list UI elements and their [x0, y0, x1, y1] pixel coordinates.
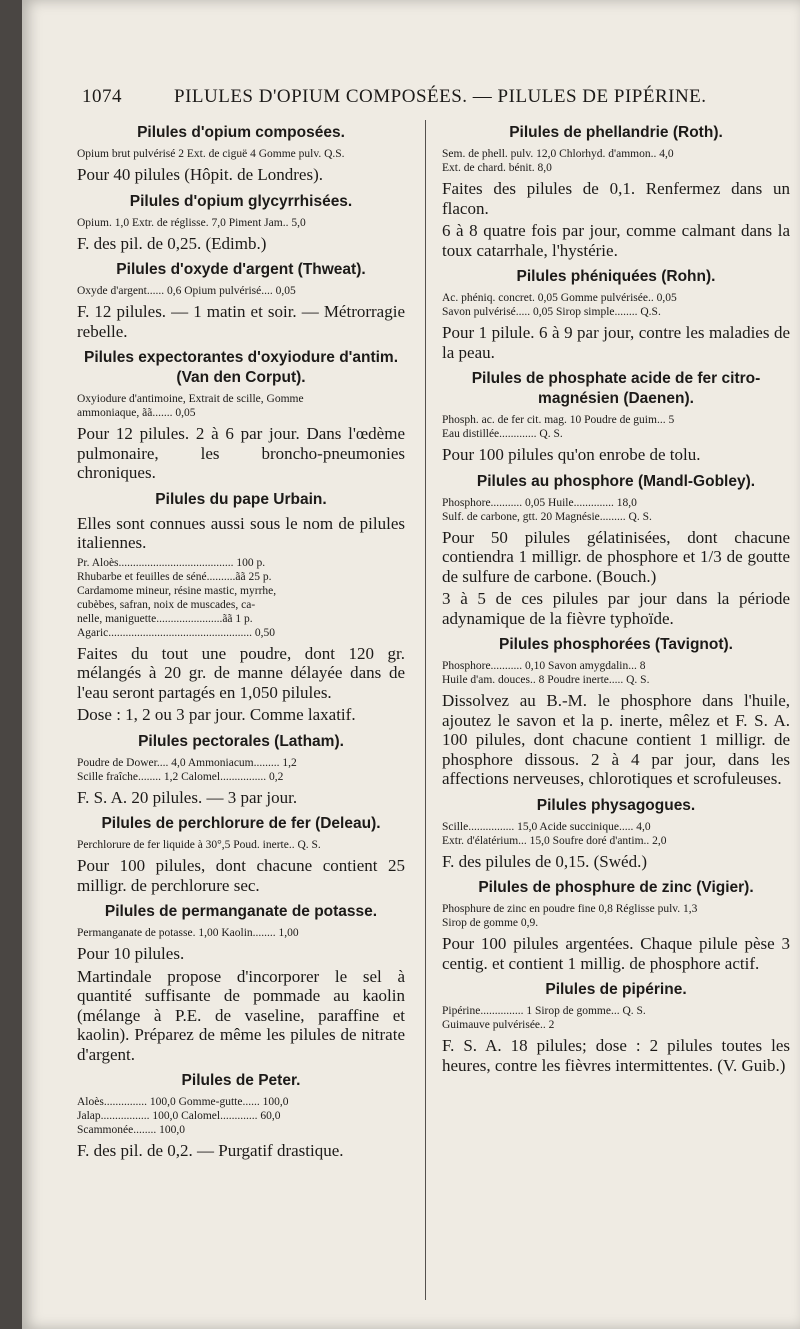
running-title: PILULES D'OPIUM COMPOSÉES. — PILULES DE PIPÉRINE.	[174, 86, 707, 107]
column-divider	[425, 120, 426, 1300]
formula-line: nelle, maniguette.......................ãã 1 p.	[77, 612, 253, 625]
formula-block	[442, 820, 790, 848]
recipe-title: Pilules de phosphate acide de fer citro-	[471, 370, 761, 387]
formula-line: Ext. de chard. bénit. 8,0	[442, 162, 552, 174]
recipe-title: Pilules phosphorées (Tavignot).	[499, 636, 733, 653]
recipe-entry	[442, 797, 790, 872]
formula-line: ammoniaque, ãã....... 0,05	[77, 407, 196, 419]
right-column	[442, 118, 790, 1083]
recipe-entry	[77, 491, 405, 725]
recipe-text: 3 à 5 de ces pilules par jour dans la période adynamique de la fièvre typhoïde.	[442, 589, 790, 628]
recipe-text: F. des pil. de 0,2. — Purgatif drastique.	[77, 1141, 344, 1160]
recipe-entry	[77, 124, 405, 185]
recipe-text: F. des pilules de 0,15. (Swéd.)	[442, 851, 647, 871]
recipe-title: Pilules d'opium glycyrrhisées.	[129, 192, 353, 210]
formula-line: Poudre de Dower.... 4,0 Ammoniacum......... 1,2	[77, 756, 297, 769]
formula-line: Sulf. de carbone, gtt. 20 Magnésie......... Q. S.	[442, 510, 652, 523]
recipe-entry	[77, 261, 405, 341]
formula-line: Opium brut pulvérisé 2 Ext. de ciguë 4 Gomme pulv. Q.S.	[77, 148, 345, 160]
formula-block	[77, 1095, 405, 1137]
formula-line: Oxyde d'argent...... 0,6 Opium pulvérisé.... 0,05	[77, 285, 296, 297]
formula-block	[77, 556, 405, 640]
formula-block	[442, 496, 790, 524]
recipe-text: Martindale propose d'incorporer le sel à quantité suffisante de pommade au kaolin (mélange à P.E. de vaseline, paraffine et kaolin). Préparez de même les pilules de nitrate d'argent.	[77, 966, 405, 1064]
formula-block	[442, 1004, 790, 1032]
recipe-title: Pilules expectorantes d'oxyiodure d'antim.	[83, 349, 398, 366]
recipe-text: 6 à 8 quatre fois par jour, comme calmant dans la toux catarrhale, l'hystérie.	[442, 221, 790, 260]
recipe-text: Pour 100 pilules qu'on enrobe de tolu.	[442, 445, 701, 464]
formula-line: Pr. Aloès........................................ 100 p.	[77, 556, 266, 569]
recipe-entry	[442, 981, 790, 1075]
formula-line: Eau distillée............. Q. S.	[442, 428, 563, 440]
book-page	[22, 0, 800, 1329]
recipe-title: Pilules de Peter.	[181, 1072, 301, 1089]
formula-line: Scille fraîche........ 1,2 Calomel................ 0,2	[77, 770, 284, 783]
recipe-entry	[77, 733, 405, 808]
recipe-entry	[77, 815, 405, 895]
recipe-entry	[442, 370, 790, 465]
formula-line: Aloès............... 100,0 Gomme-gutte...... 100,0	[77, 1096, 289, 1108]
recipe-title: Pilules phéniquées (Rohn).	[516, 268, 716, 285]
recipe-entry	[77, 1072, 405, 1161]
formula-line: Sem. de phell. pulv. 12,0 Chlorhyd. d'ammon.. 4,0	[442, 148, 674, 160]
recipe-subtitle: (Van den Corput).	[176, 369, 306, 386]
recipe-text: Pour 100 pilules argentées. Chaque pilule pèse 3 centig. et contient 1 millig. de phosphore actif.	[442, 934, 790, 973]
recipe-text: F. S. A. 20 pilules. — 3 par jour.	[77, 787, 298, 807]
formula-line: Agaric.................................................. 0,50	[77, 626, 276, 639]
recipe-text: Faites du tout une poudre, dont 120 gr. mélangés à 20 gr. de manne délayée dans de l'eau seront partagés en 1,050 pilules.	[77, 643, 405, 702]
recipe-subtitle: magnésien (Daenen).	[538, 390, 694, 407]
recipe-text: F. des pil. de 0,25. (Edimb.)	[77, 233, 267, 253]
recipe-entry	[442, 473, 790, 629]
recipe-text: Pour 10 pilules.	[77, 944, 185, 963]
formula-block	[77, 216, 405, 230]
recipe-title: Pilules de perchlorure de fer (Deleau).	[101, 815, 381, 832]
formula-line: Phosph. ac. de fer cit. mag. 10 Poudre de guim... 5	[442, 414, 675, 426]
formula-line: Savon pulvérisé..... 0,05 Sirop simple........ Q.S.	[442, 306, 661, 318]
formula-block	[442, 147, 790, 175]
formula-block	[77, 756, 405, 784]
formula-line: Sirop de gomme 0,9.	[442, 917, 539, 929]
formula-line: Phosphore........... 0,10 Savon amygdalin... 8	[442, 660, 646, 672]
recipe-text: Faites des pilules de 0,1. Renfermez dans un flacon.	[442, 179, 790, 218]
recipe-entry	[77, 349, 405, 483]
recipe-text: Pour 50 pilules gélatinisées, dont chacune contiendra 1 milligr. de phosphore et 1/3 de goutte de sulfure de carbone. (Bouch.)	[442, 527, 790, 586]
recipe-title: Pilules au phosphore (Mandl-Gobley).	[476, 472, 756, 490]
formula-block	[77, 926, 405, 940]
formula-block	[442, 413, 790, 441]
formula-line: Phosphore........... 0,05 Huile.............. 18,0	[442, 496, 637, 509]
formula-line: Jalap................. 100,0 Calomel............. 60,0	[77, 1110, 281, 1122]
recipe-entry	[442, 636, 790, 789]
formula-line: Rhubarbe et feuilles de séné..........ãã 25 p.	[77, 570, 272, 583]
recipe-entry	[77, 193, 405, 254]
running-header	[82, 86, 782, 114]
recipe-entry	[442, 268, 790, 362]
formula-line: Scammonée........ 100,0	[77, 1124, 185, 1136]
recipe-title: Pilules de phellandrie (Roth).	[509, 124, 723, 141]
formula-line: cubèbes, safran, noix de muscades, ca-	[77, 598, 256, 611]
formula-block	[442, 659, 790, 687]
formula-block	[442, 902, 790, 930]
formula-line: Scille................ 15,0 Acide succinique..... 4,0	[442, 820, 651, 833]
recipe-title: Pilules d'oxyde d'argent (Thweat).	[116, 261, 366, 278]
recipe-title: Pilules de phosphure de zinc (Vigier).	[478, 879, 754, 896]
recipe-text: Dose : 1, 2 ou 3 par jour. Comme laxatif.	[77, 705, 356, 724]
recipe-text: Elles sont connues aussi sous le nom de pilules italiennes.	[77, 513, 405, 552]
page-number: 1074	[82, 86, 122, 107]
recipe-entry	[442, 879, 790, 973]
formula-block	[77, 392, 405, 420]
formula-block	[442, 291, 790, 319]
formula-line: Oxyiodure d'antimoine, Extrait de scille, Gomme	[77, 393, 304, 405]
recipe-text: Pour 40 pilules (Hôpit. de Londres).	[77, 165, 323, 184]
formula-line: Ac. phéniq. concret. 0,05 Gomme pulvérisée.. 0,05	[442, 292, 677, 304]
recipe-text: Pour 1 pilule. 6 à 9 par jour, contre les maladies de la peau.	[442, 323, 790, 362]
recipe-text: Pour 100 pilules, dont chacune contient 25 milligr. de perchlorure sec.	[77, 856, 405, 895]
recipe-title: Pilules de pipérine.	[545, 981, 687, 998]
recipe-text: F. 12 pilules. — 1 matin et soir. — Métrorragie rebelle.	[77, 302, 405, 341]
formula-line: Guimauve pulvérisée.. 2	[442, 1019, 555, 1031]
formula-line: Perchlorure de fer liquide à 30°,5 Poud. inerte.. Q. S.	[77, 839, 321, 851]
recipe-entry	[442, 124, 790, 260]
recipe-title: Pilules physagogues.	[536, 796, 696, 814]
recipe-entry	[77, 903, 405, 1064]
recipe-title: Pilules pectorales (Latham).	[138, 732, 344, 750]
recipe-title: Pilules du pape Urbain.	[155, 490, 327, 508]
formula-line: Phosphure de zinc en poudre fine 0,8 Réglisse pulv. 1,3	[442, 903, 698, 915]
formula-block	[77, 147, 405, 161]
formula-block	[77, 838, 405, 852]
recipe-title: Pilules de permanganate de potasse.	[104, 903, 378, 920]
formula-line: Pipérine............... 1 Sirop de gomme... Q. S.	[442, 1005, 646, 1017]
formula-line: Extr. d'élatérium... 15,0 Soufre doré d'antim.. 2,0	[442, 834, 667, 847]
formula-block	[77, 284, 405, 298]
formula-line: Huile d'am. douces.. 8 Poudre inerte..... Q. S.	[442, 674, 650, 686]
recipe-text: F. S. A. 18 pilules; dose : 2 pilules toutes les heures, contre les fièvres intermittentes. (V. Guib.)	[442, 1036, 790, 1075]
recipe-text: Dissolvez au B.-M. le phosphore dans l'huile, ajoutez le savon et la p. inerte, mêlez et F. S. A. 100 pilules, dont chacune contient 1 milligr. de phosphore dissous. 2 à 4 par jour, dans les affections nerveuses, chlorotiques et scrofuleuses.	[442, 691, 790, 788]
recipe-title: Pilules d'opium composées.	[137, 124, 345, 141]
formula-line: Permanganate de potasse. 1,00 Kaolin........ 1,00	[77, 927, 299, 939]
recipe-text: Pour 12 pilules. 2 à 6 par jour. Dans l'œdème pulmonaire, les broncho-pneumonies chroniques.	[77, 424, 405, 482]
formula-line: Cardamome mineur, résine mastic, myrrhe,	[77, 584, 277, 597]
left-column	[77, 118, 405, 1169]
formula-line: Opium. 1,0 Extr. de réglisse. 7,0 Piment Jam.. 5,0	[77, 216, 306, 229]
